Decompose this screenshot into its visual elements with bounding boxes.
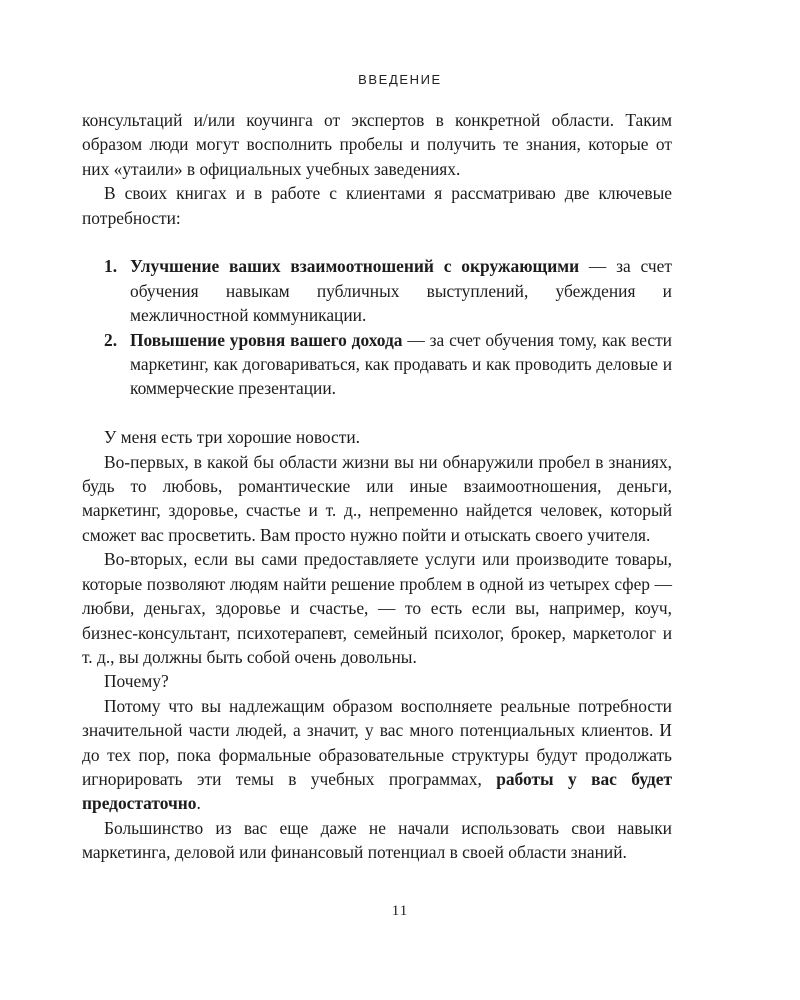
paragraph-first: Во-первых, в какой бы области жизни вы ни обнаружили пробел в знаниях, будь то любовь, романтические или иные взаимоотношения, деньги, маркетинг, здоровье, счастье и т. д., непременно найдется человек, который сможет вас просветить. Вам просто нужно пойти и отыскать своего учителя. <box>82 451 672 545</box>
paragraph-continuation: консультаций и/или коучинга от экспертов в конкретной области. Таким образом люди могут восполнить пробелы и получить те знания, которые от них «утаили» в официальных учебных заведениях. <box>82 110 672 179</box>
paragraph-because <box>82 694 672 816</box>
spacer <box>82 230 672 254</box>
list-item <box>82 254 672 327</box>
running-title: ВВЕДЕНИЕ <box>358 72 442 87</box>
list-item <box>82 328 672 401</box>
paragraph-why: Почему? <box>104 671 169 692</box>
list-item-text: — за счет обучения навыкам публичных выступлений, убеждения и межличностной коммуникации. <box>130 256 672 326</box>
spacer <box>82 401 672 425</box>
page-number: 11 <box>391 903 409 919</box>
paragraph-most: Большинство из вас еще даже не начали использовать свои навыки маркетинга, деловой или финансовый потенциал в своей области знаний. <box>82 817 672 863</box>
paragraph-because-end: . <box>196 793 201 814</box>
list-item-heading: Улучшение ваших взаимоотношений с окружающими <box>130 256 580 277</box>
paragraph-news: У меня есть три хорошие новости. <box>104 427 361 448</box>
list-number: 1. <box>104 256 118 277</box>
paragraph-because-text: Потому что вы надлежащим образом восполняете реальные потребности значительной части людей, а значит, у вас много потенциальных клиентов. И до тех пор, пока формальные образовательные структуры будут продолжать игнорировать эти темы в учебных программах, <box>82 695 672 789</box>
body-text <box>82 108 672 865</box>
paragraph-second: Во-вторых, если вы сами предоставляете услуги или производите товары, которые позволяют людям найти решение проблем в одной из четырех сфер — любви, деньгах, здоровье и счастье, — то есть если вы, например, коуч, бизнес-консультант, психотерапевт, семейный психолог, брокер, маркетолог и т. д., вы должны быть собой очень довольны. <box>82 549 672 667</box>
list-number: 2. <box>104 329 118 350</box>
list-item-heading: Повышение уровня вашего дохода <box>130 329 403 350</box>
list-item-text: — за счет обучения тому, как вести маркетинг, как договариваться, как продавать и как проводить деловые и коммерческие презентации. <box>130 329 672 399</box>
paragraph-needs-intro: В своих книгах и в работе с клиентами я рассматриваю две ключевые потребности: <box>82 183 672 228</box>
paragraph-because-bold: работы у вас будет предостаточно <box>82 768 672 814</box>
needs-list <box>82 254 672 400</box>
